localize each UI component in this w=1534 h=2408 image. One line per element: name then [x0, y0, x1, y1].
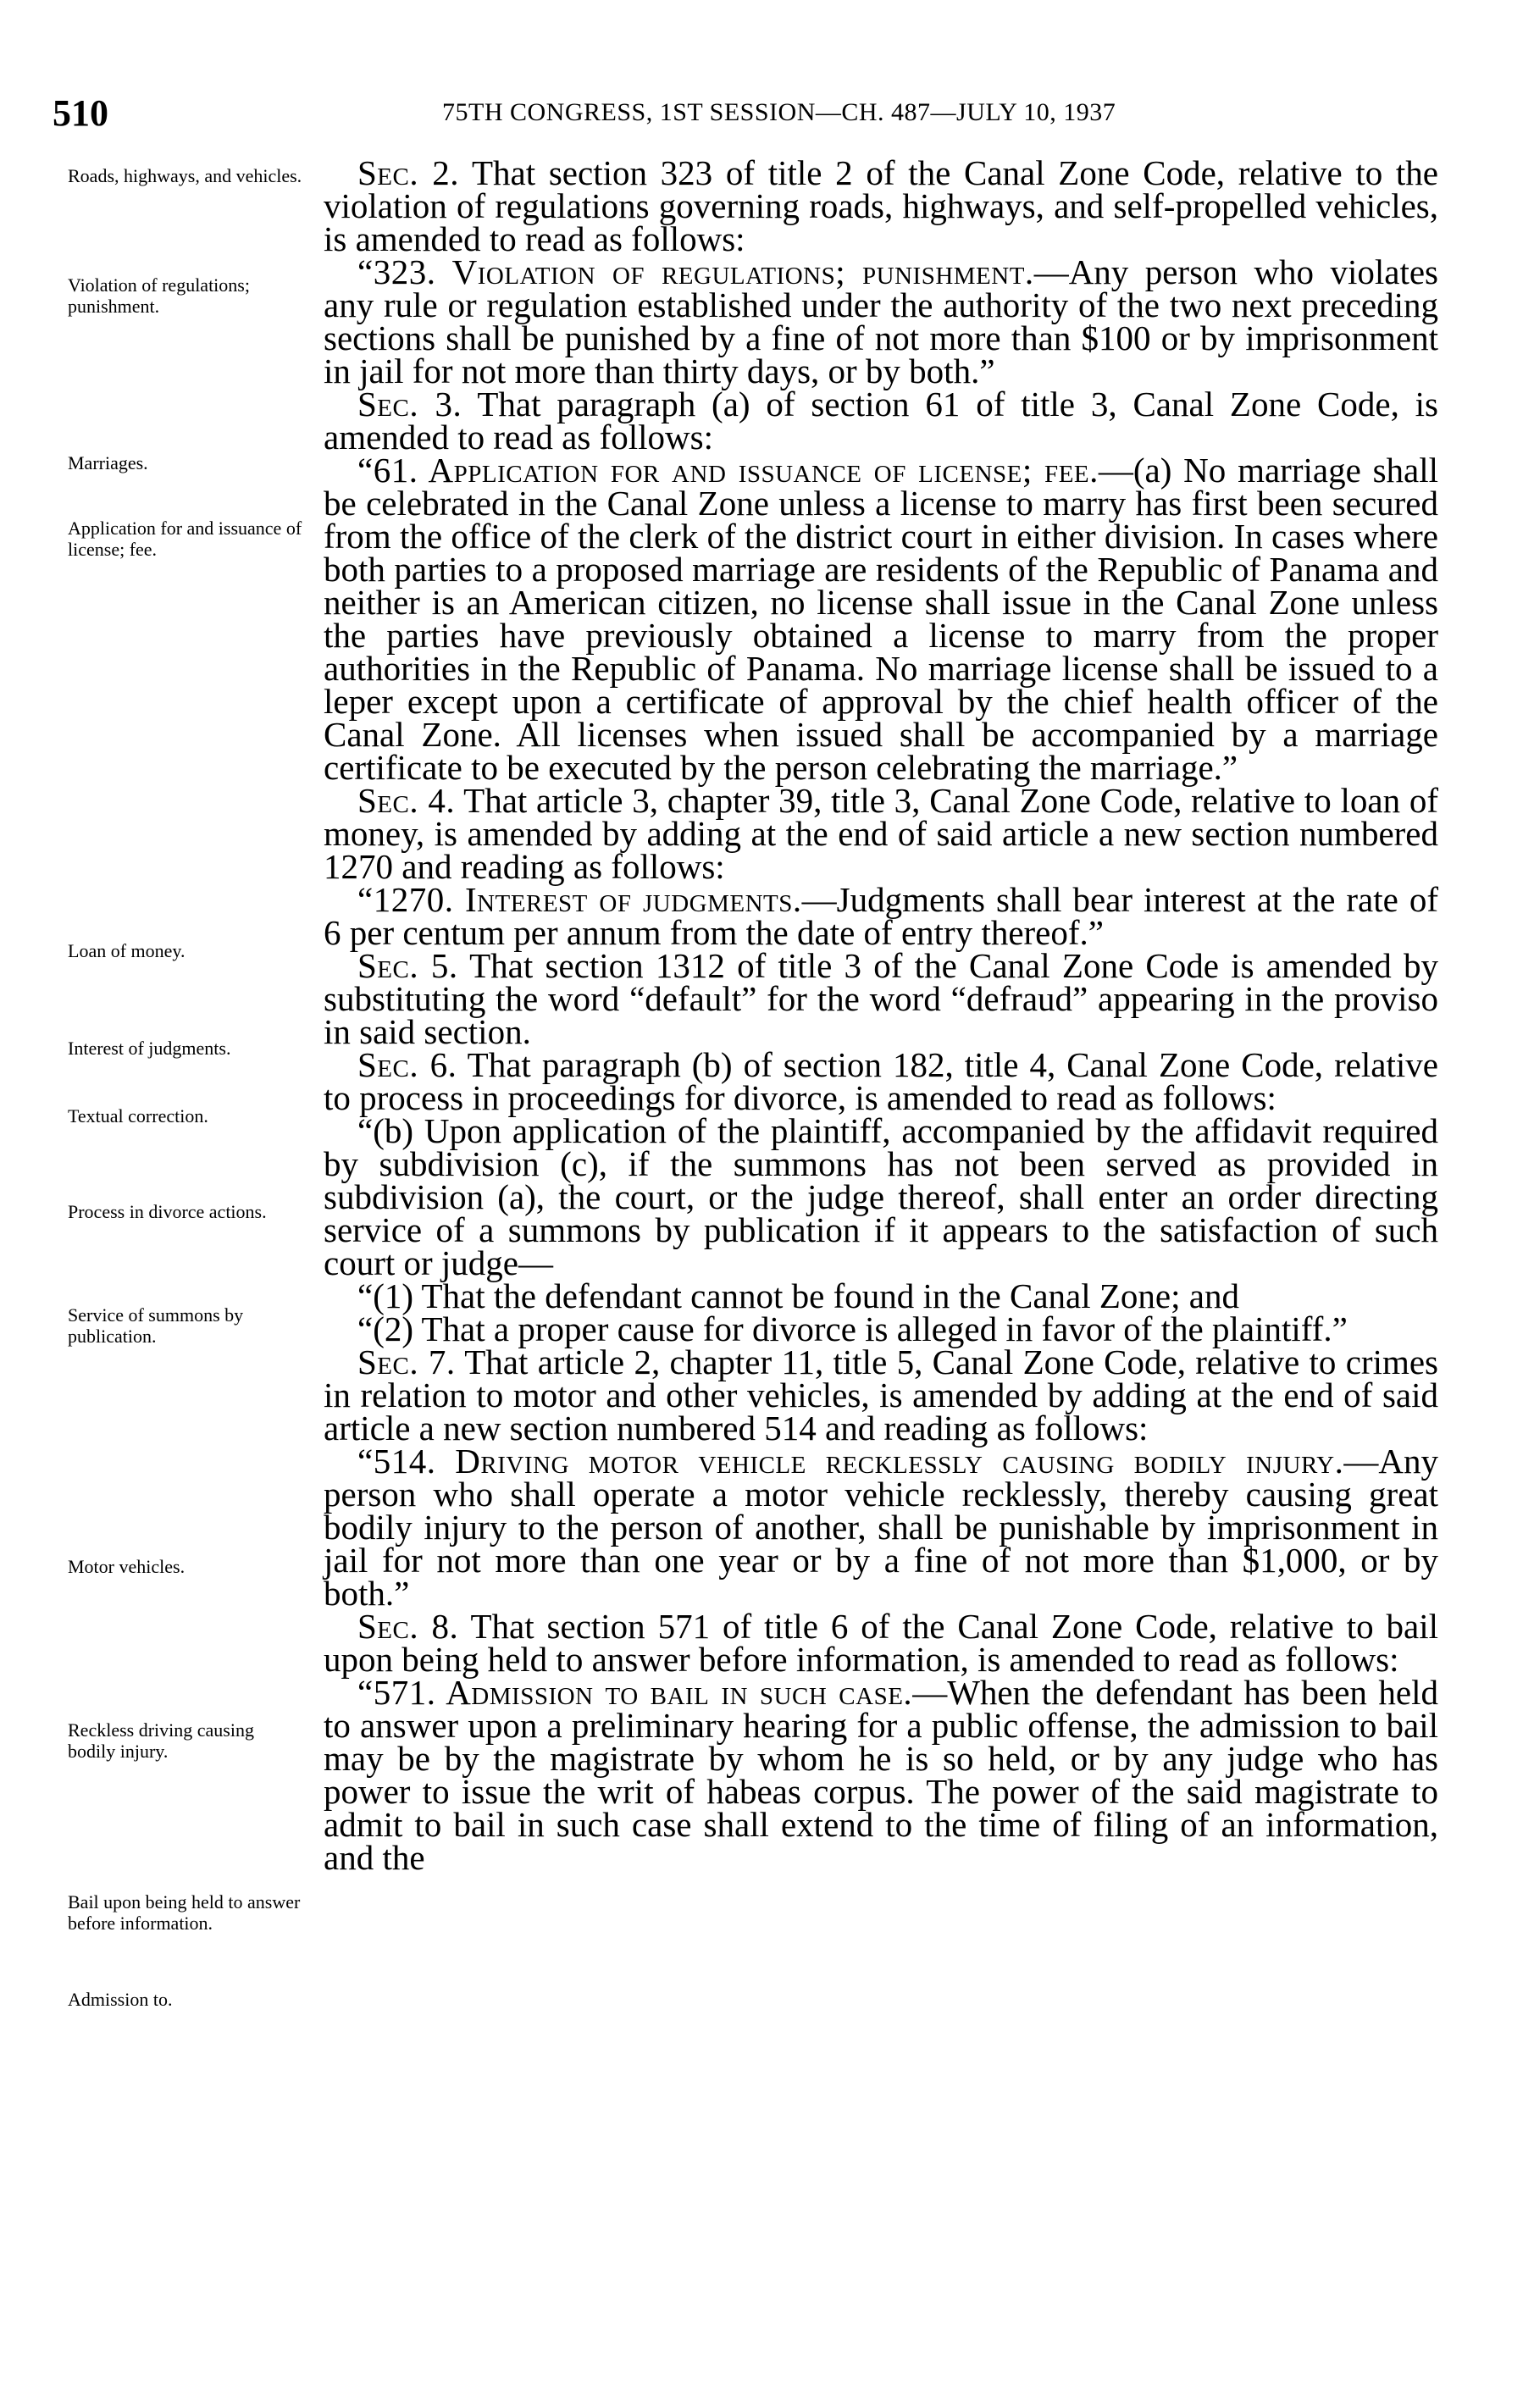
paragraph-text: That section 1312 of title 3 of the Canal Zone Code is amended by substituting the word “default” for the word “defraud” appearing in the proviso in said section. [324, 946, 1439, 1051]
paragraph-lead: Sec. 4. [357, 781, 456, 820]
margin-note: Interest of judgments. [68, 1038, 231, 1059]
paragraph-text: —(a) No marriage shall be celebrated in the Canal Zone unless a license to marry has first been secured from the office of the clerk of the district court in either division. In cases where both parties to a proposed marriage are residents of the Republic of Panama and neither is an American citizen, no license shall issue in the Canal Zone unless the parties have previously obtained a license to marry from the proper authorities in the Republic of Panama. No marriage license shall be issued to a leper except upon a certificate of approval by the chief health officer of the Canal Zone. All licenses when issued shall be accompanied by a marriage certificate to be executed by the person celebrating the marriage.” [324, 451, 1439, 787]
paragraph-lead: Sec. 6. [357, 1045, 457, 1084]
paragraph-lead: Sec. 7. [357, 1342, 456, 1381]
margin-note: Roads, highways, and vehicles. [68, 165, 302, 186]
paragraph-text: —Judgments shall bear interest at the rate of 6 per centum per annum from the date of entry thereof.” [324, 880, 1439, 952]
margin-note: Application for and issuance of license; fee. [68, 518, 302, 560]
paragraph-lead: “323. Violation of regulations; punishment. [357, 252, 1034, 291]
page-header [53, 91, 1442, 134]
margin-note: Reckless driving causing bodily injury. [68, 1719, 254, 1762]
margin-note: Textual correction. [68, 1105, 208, 1127]
paragraph-text: That section 323 of title 2 of the Canal Zone Code, relative to the violation of regulations governing roads, highways, and self-propelled vehicles, is amended to read as follows: [324, 153, 1438, 258]
paragraph-text: That paragraph (b) of section 182, title 4, Canal Zone Code, relative to process in proceedings for divorce, is amended to read as follows: [324, 1045, 1438, 1117]
paragraph [324, 451, 1439, 787]
paragraph [324, 1673, 1439, 1877]
margin-note: Service of summons by publication. [68, 1304, 244, 1347]
paragraph-text: “(b) Upon application of the plaintiff, accompanied by the affidavit required by subdivision (c), if the summons has not been served as provided in subdivision (a), the court, or the judge thereof, shall enter an order directing service of a summons by publication if it appears to the satisfaction of such court or judge— [324, 1111, 1438, 1282]
paragraph-text: That paragraph (a) of section 61 of title 3, Canal Zone Code, is amended to read as follows: [324, 385, 1439, 457]
paragraph [324, 1342, 1439, 1448]
paragraph-lead: Sec. 8. [357, 1607, 459, 1646]
paragraph-text: “(2) That a proper cause for divorce is alleged in favor of the plaintiff.” [357, 1309, 1348, 1348]
paragraph [324, 153, 1438, 258]
page-number: 510 [53, 92, 108, 134]
paragraph [324, 252, 1438, 390]
paragraph [324, 781, 1439, 886]
paragraph-text: —Any person who shall operate a motor vehicle recklessly, thereby causing great bodily injury to the person of another, shall be punishable by imprisonment in jail for not more than one year or by a fine of not more than $1,000, or by both.” [324, 1442, 1438, 1613]
running-head: 75TH CONGRESS, 1ST SESSION—CH. 487—JULY 10, 1937 [442, 98, 1116, 126]
paragraph-text: That article 3, chapter 39, title 3, Canal Zone Code, relative to loan of money, is amended by adding at the end of said article a new section numbered 1270 and reading as follows: [324, 781, 1439, 886]
margin-note: Admission to. [68, 1989, 173, 2010]
margin-note: Violation of regulations; punishment. [68, 274, 250, 317]
paragraph-lead: Sec. 2. [357, 153, 460, 192]
paragraph-text: “(1) That the defendant cannot be found in the Canal Zone; and [357, 1276, 1239, 1315]
margin-note: Marriages. [68, 452, 148, 473]
paragraph-lead: “571. Admission to bail in such case. [357, 1673, 913, 1712]
paragraph [324, 385, 1439, 457]
paragraph [324, 1111, 1438, 1282]
paragraph-lead: Sec. 5. [357, 946, 458, 985]
margin-note: Motor vehicles. [68, 1556, 186, 1577]
margin-note: Process in divorce actions. [68, 1201, 267, 1222]
paragraph [324, 1442, 1438, 1613]
paragraph-text: —Any person who violates any rule or regulation established under the authority of the two next preceding sections shall be punished by a fine of not more than $100 or by imprisonment in jail for not more than thirty days, or by both.” [324, 252, 1438, 390]
document-body [324, 153, 1439, 1877]
paragraph-lead: “1270. Interest of judgments. [357, 880, 802, 919]
paragraph [324, 1309, 1438, 1348]
paragraph-text: That article 2, chapter 11, title 5, Canal Zone Code, relative to crimes in relation to motor and other vehicles, is amended by adding at the end of said article a new section numbered 514 and reading as follows: [324, 1342, 1439, 1448]
paragraph [324, 1607, 1438, 1679]
margin-note: Bail upon being held to answer before information. [68, 1891, 301, 1934]
paragraph-text: —When the defendant has been held to answer upon a preliminary hearing for a public offense, the admission to bail may be by the magistrate by whom he is so held, or by any judge who has power to issue the writ of habeas corpus. The power of the said magistrate to admit to bail in such case shall extend to the time of filing of an information, and the [324, 1673, 1439, 1877]
paragraph [324, 1045, 1438, 1117]
paragraph [324, 880, 1439, 952]
paragraph [324, 946, 1439, 1051]
paragraph [324, 1276, 1438, 1315]
paragraph-lead: Sec. 3. [357, 385, 462, 423]
paragraph-lead: “514. Driving motor vehicle recklessly causing bodily injury. [357, 1442, 1344, 1481]
margin-note: Loan of money. [68, 940, 186, 961]
paragraph-text: That section 571 of title 6 of the Canal Zone Code, relative to bail upon being held to answer before information, is amended to read as follows: [324, 1607, 1438, 1679]
paragraph-lead: “61. Application for and issuance of license; fee. [357, 451, 1099, 490]
